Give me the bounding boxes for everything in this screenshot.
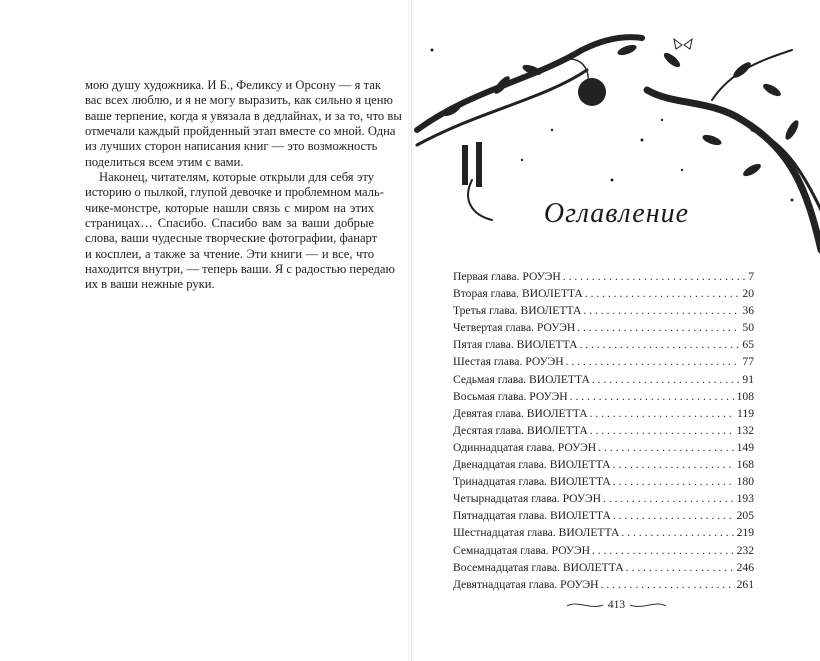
toc-entry[interactable] [453, 405, 754, 422]
toc-entry-label: Восьмая глава. РОУЭН [453, 389, 568, 403]
toc-leader-dots [570, 388, 735, 405]
page-number: 413 [607, 599, 626, 611]
toc-entry-label: Девятнадцатая глава. РОУЭН [453, 577, 599, 591]
toc-entry-page: 119 [737, 406, 754, 420]
text-line: отмечали каждый пройденный этап вместе со мной. Одна [85, 124, 396, 139]
text-line: чике-монстре, которые нашли связь с миром на этих [85, 200, 374, 215]
toc-entry-label: Шестая глава. РОУЭН [453, 355, 564, 369]
toc-entry[interactable] [453, 353, 754, 370]
toc-entry-page: 261 [736, 577, 754, 591]
toc-leader-dots [613, 456, 735, 473]
toc-entry-page: 180 [736, 475, 754, 489]
toc-entry-page: 50 [742, 321, 754, 335]
toc-entry-label: Семнадцатая глава. РОУЭН [453, 543, 590, 557]
toc-entry-label: Четырнадцатая глава. РОУЭН [453, 492, 601, 506]
toc-entry[interactable] [453, 524, 754, 541]
text-line: их в ваши нежные руки. [85, 277, 215, 292]
toc-entry-page: 65 [742, 338, 754, 352]
toc-entry-label: Девятая глава. ВИОЛЕТТА [453, 406, 588, 420]
toc-entry-label: Четвертая глава. РОУЭН [453, 321, 576, 335]
toc-entry[interactable] [453, 268, 754, 285]
text-line: находится внутри, — теперь ваши. Я с радостью передаю [85, 262, 395, 277]
toc-entry-label: Пятая глава. ВИОЛЕТТА [453, 338, 578, 352]
toc-leader-dots [583, 302, 740, 319]
toc-leader-dots [601, 576, 735, 593]
toc-entry-label: Десятая глава. ВИОЛЕТТА [453, 423, 588, 437]
toc-entry-page: 132 [736, 423, 754, 437]
toc-entry-label: Тринадцатая глава. ВИОЛЕТТА [453, 475, 611, 489]
text-line: ваше терпение, когда я увязала в дедлайнах, и за то, что вы [85, 108, 402, 123]
text-line: историю о пылкой, глупой девочке и проблемном маль- [85, 185, 384, 200]
toc-entry[interactable] [453, 371, 754, 388]
toc-entry-page: 7 [748, 270, 754, 283]
left-flourish-icon [565, 600, 605, 610]
toc-entry-label: Третья глава. ВИОЛЕТТА [453, 304, 582, 318]
right-page [411, 0, 820, 661]
toc-leader-dots [590, 422, 735, 439]
text-line: поделиться всем этим с вами. [85, 154, 244, 169]
toc-entry-label: Шестнадцатая глава. ВИОЛЕТТА [453, 526, 620, 540]
toc-entry[interactable] [453, 336, 754, 353]
toc-leader-dots [598, 439, 734, 456]
toc-leader-dots [577, 319, 740, 336]
toc-entry-page: 149 [736, 440, 754, 454]
toc-entry-label: Пятнадцатая глава. ВИОЛЕТТА [453, 509, 611, 523]
toc-entry[interactable] [453, 302, 754, 319]
toc-entry[interactable] [453, 456, 754, 473]
toc-leader-dots [592, 371, 741, 388]
toc-entry-label: Одиннадцатая глава. РОУЭН [453, 440, 597, 454]
toc-entry-label: Восемнадцатая глава. ВИОЛЕТТА [453, 560, 624, 574]
toc-entry[interactable] [453, 285, 754, 302]
toc-leader-dots [585, 285, 741, 302]
text-line: мою душу художника. И Б., Феликсу и Орсону — я так [85, 78, 381, 92]
toc-entry-page: 205 [736, 509, 754, 523]
text-line: из лучших сторон написания книг — это возможность [85, 139, 378, 154]
toc-entry-label: Вторая глава. ВИОЛЕТТА [453, 287, 583, 301]
text-line: Наконец, читателям, которые открыли для себя эту [99, 170, 374, 185]
toc-entry-page: 168 [736, 458, 754, 472]
toc-title: Оглавление [543, 198, 690, 229]
page-footer [412, 599, 820, 611]
right-flourish-icon [628, 600, 668, 610]
toc-leader-dots [566, 353, 741, 370]
toc-entry-page: 232 [736, 543, 754, 557]
text-line: страницах… Спасибо. Спасибо вам за ваши добрые [85, 216, 374, 231]
toc-leader-dots [621, 524, 734, 541]
table-of-contents [453, 268, 754, 593]
toc-entry-page: 91 [742, 372, 754, 386]
toc-entry[interactable] [453, 319, 754, 336]
toc-entry-label: Двенадцатая глава. ВИОЛЕТТА [453, 458, 611, 472]
toc-entry-page: 36 [742, 304, 754, 318]
toc-leader-dots [592, 542, 735, 559]
toc-leader-dots [613, 473, 735, 490]
toc-entry-page: 219 [736, 526, 754, 540]
toc-leader-dots [603, 490, 735, 507]
toc-leader-dots [626, 559, 735, 576]
toc-entry-page: 193 [736, 492, 754, 506]
toc-entry[interactable] [453, 559, 754, 576]
toc-leader-dots [613, 507, 735, 524]
toc-entry[interactable] [453, 439, 754, 456]
toc-entry[interactable] [453, 576, 754, 593]
toc-leader-dots [590, 405, 735, 422]
toc-leader-dots [579, 336, 740, 353]
toc-leader-dots [563, 268, 746, 285]
toc-entry-page: 246 [736, 560, 754, 574]
toc-entry[interactable] [453, 473, 754, 490]
toc-entry-page: 108 [736, 389, 754, 403]
text-line: и косплеи, а также за чтение. Эти книги — и все, что [85, 246, 374, 261]
toc-entry-page: 20 [742, 287, 754, 301]
text-line: слова, ваши чудесные творческие фотографии, фанарт [85, 231, 378, 246]
toc-entry-label: Первая глава. РОУЭН [453, 270, 561, 283]
toc-entry[interactable] [453, 507, 754, 524]
toc-entry[interactable] [453, 388, 754, 405]
text-line: вас всех люблю, и я не могу выразить, как сильно я ценю [85, 93, 393, 108]
toc-entry[interactable] [453, 422, 754, 439]
acknowledgements-text [85, 78, 402, 293]
toc-entry-label: Седьмая глава. ВИОЛЕТТА [453, 372, 590, 386]
toc-entry[interactable] [453, 490, 754, 507]
toc-entry-page: 77 [742, 355, 754, 369]
toc-entry[interactable] [453, 542, 754, 559]
